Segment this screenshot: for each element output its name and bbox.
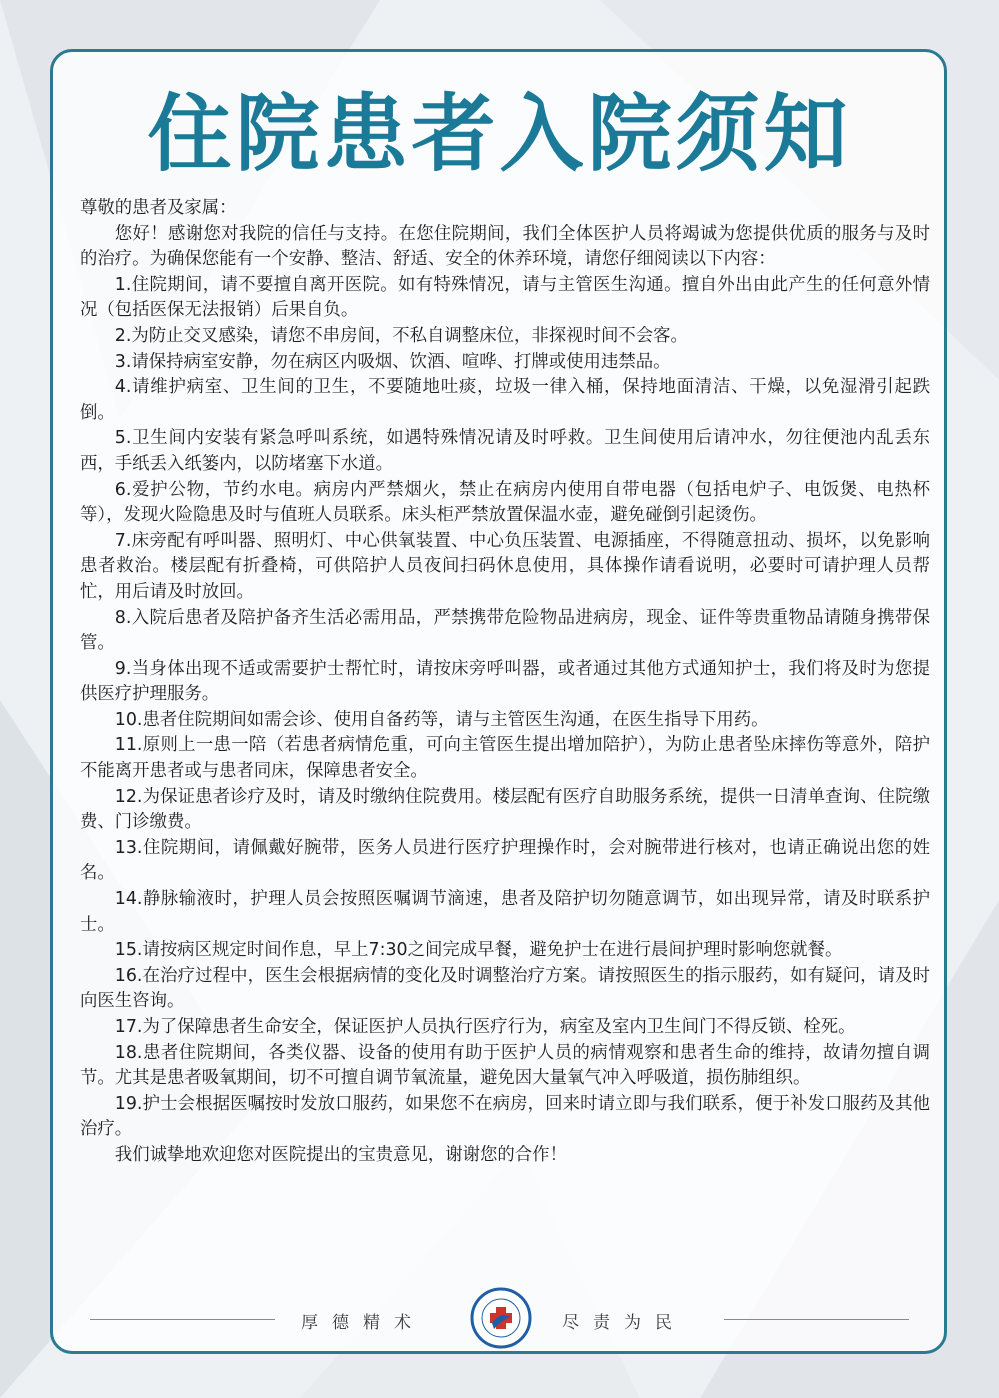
footer-divider-left	[90, 1319, 275, 1320]
notice-item: 7.床旁配有呼叫器、照明灯、中心供氧装置、中心负压装置、电源插座，不得随意扭动、损坏，以免影响患者救治。楼层配有折叠椅，可供陪护人员夜间扫码休息使用，具体操作请看说明，必要时可请护理人员帮忙，用后请及时放回。	[80, 530, 930, 602]
notice-item: 9.当身体出现不适或需要护士帮忙时，请按床旁呼叫器，或者通过其他方式通知护士，我们将及时为您提供医疗护理服务。	[80, 658, 930, 705]
notice-item: 17.为了保障患者生命安全，保证医护人员执行医疗行为，病室及室内卫生间门不得反锁、栓死。	[114, 1017, 856, 1037]
motto-right: 尽责为民	[562, 1313, 686, 1333]
notice-item: 12.为保证患者诊疗及时，请及时缴纳住院费用。楼层配有医疗自助服务系统，提供一日清单查询、住院缴费、门诊缴费。	[80, 786, 930, 833]
footer	[0, 1280, 999, 1360]
notice-item: 4.请维护病室、卫生间的卫生，不要随地吐痰，垃圾一律入桶，保持地面清洁、干燥，以免湿滑引起跌倒。	[80, 377, 930, 423]
salutation: 尊敬的患者及家属：	[80, 198, 237, 218]
notice-item: 18.患者住院期间，各类仪器、设备的使用有助于医护人员的病情观察和患者生命的维持，故请勿擅自调节。尤其是患者吸氧期间，切不可擅自调节氧流量，避免因大量氧气冲入呼吸道，损伤肺组织。	[80, 1042, 930, 1089]
notice-item: 16.在治疗过程中，医生会根据病情的变化及时调整治疗方案。请按照医生的指示服药，如有疑问，请及时向医生咨询。	[80, 965, 930, 1012]
notice-item: 19.护士会根据医嘱按时发放口服药，如果您不在病房，回来时请立即与我们联系，便于补发口服药及其他治疗。	[80, 1093, 930, 1140]
notice-item: 6.爱护公物，节约水电。病房内严禁烟火，禁止在病房内使用自带电器（包括电炉子、电饭煲、电热杯等），发现火险隐患及时与值班人员联系。床头柜严禁放置保温水壶，避免碰倒引起烫伤。	[80, 479, 930, 526]
notice-content	[80, 196, 930, 1169]
notice-item: 5.卫生间内安装有紧急呼叫系统，如遇特殊情况请及时呼救。卫生间使用后请冲水，勿往便池内乱丢东西，手纸丢入纸篓内，以防堵塞下水道。	[80, 428, 930, 474]
intro-paragraph: 您好！感谢您对我院的信任与支持。在您住院期间，我们全体医护人员将竭诚为您提供优质的服务与及时的治疗。为确保您能有一个安静、整洁、舒适、安全的休养环境，请您仔细阅读以下内容：	[80, 223, 930, 270]
hospital-logo-icon	[470, 1287, 532, 1349]
notice-item: 2.为防止交叉感染，请您不串房间，不私自调整床位，非探视时间不会客。	[114, 325, 688, 346]
motto-left: 厚德精术	[301, 1313, 425, 1333]
notice-item: 8.入院后患者及陪护备齐生活必需用品，严禁携带危险物品进病房，现金、证件等贵重物品请随身携带保管。	[80, 607, 930, 654]
notice-item: 10.患者住院期间如需会诊、使用自备药等，请与主管医生沟通，在医生指导下用药。	[114, 709, 769, 730]
notice-item: 14.静脉输液时，护理人员会按照医嘱调节滴速，患者及陪护切勿随意调节，如出现异常，请及时联系护士。	[80, 889, 930, 935]
notice-item: 11.原则上一患一陪（若患者病情危重，可向主管医生提出增加陪护），为防止患者坠床摔伤等意外，陪护不能离开患者或与患者同床，保障患者安全。	[80, 735, 930, 782]
notice-item: 15.请按病区规定时间作息，早上7:30之间完成早餐，避免护士在进行晨间护理时影响您就餐。	[114, 940, 843, 961]
page-title: 住院患者入院须知	[147, 85, 852, 183]
closing-paragraph: 我们诚挚地欢迎您对医院提出的宝贵意见，谢谢您的合作！	[114, 1144, 567, 1165]
footer-divider-right	[724, 1319, 909, 1320]
notice-item: 3.请保持病室安静，勿在病区内吸烟、饮酒、喧哗、打牌或使用违禁品。	[114, 351, 671, 372]
notice-item: 13.住院期间，请佩戴好腕带，医务人员进行医疗护理操作时，会对腕带进行核对，也请正确说出您的姓名。	[80, 837, 930, 884]
notice-item: 1.住院期间，请不要擅自离开医院。如有特殊情况，请与主管医生沟通。擅自外出由此产生的任何意外情况（包括医保无法报销）后果自负。	[80, 274, 930, 321]
